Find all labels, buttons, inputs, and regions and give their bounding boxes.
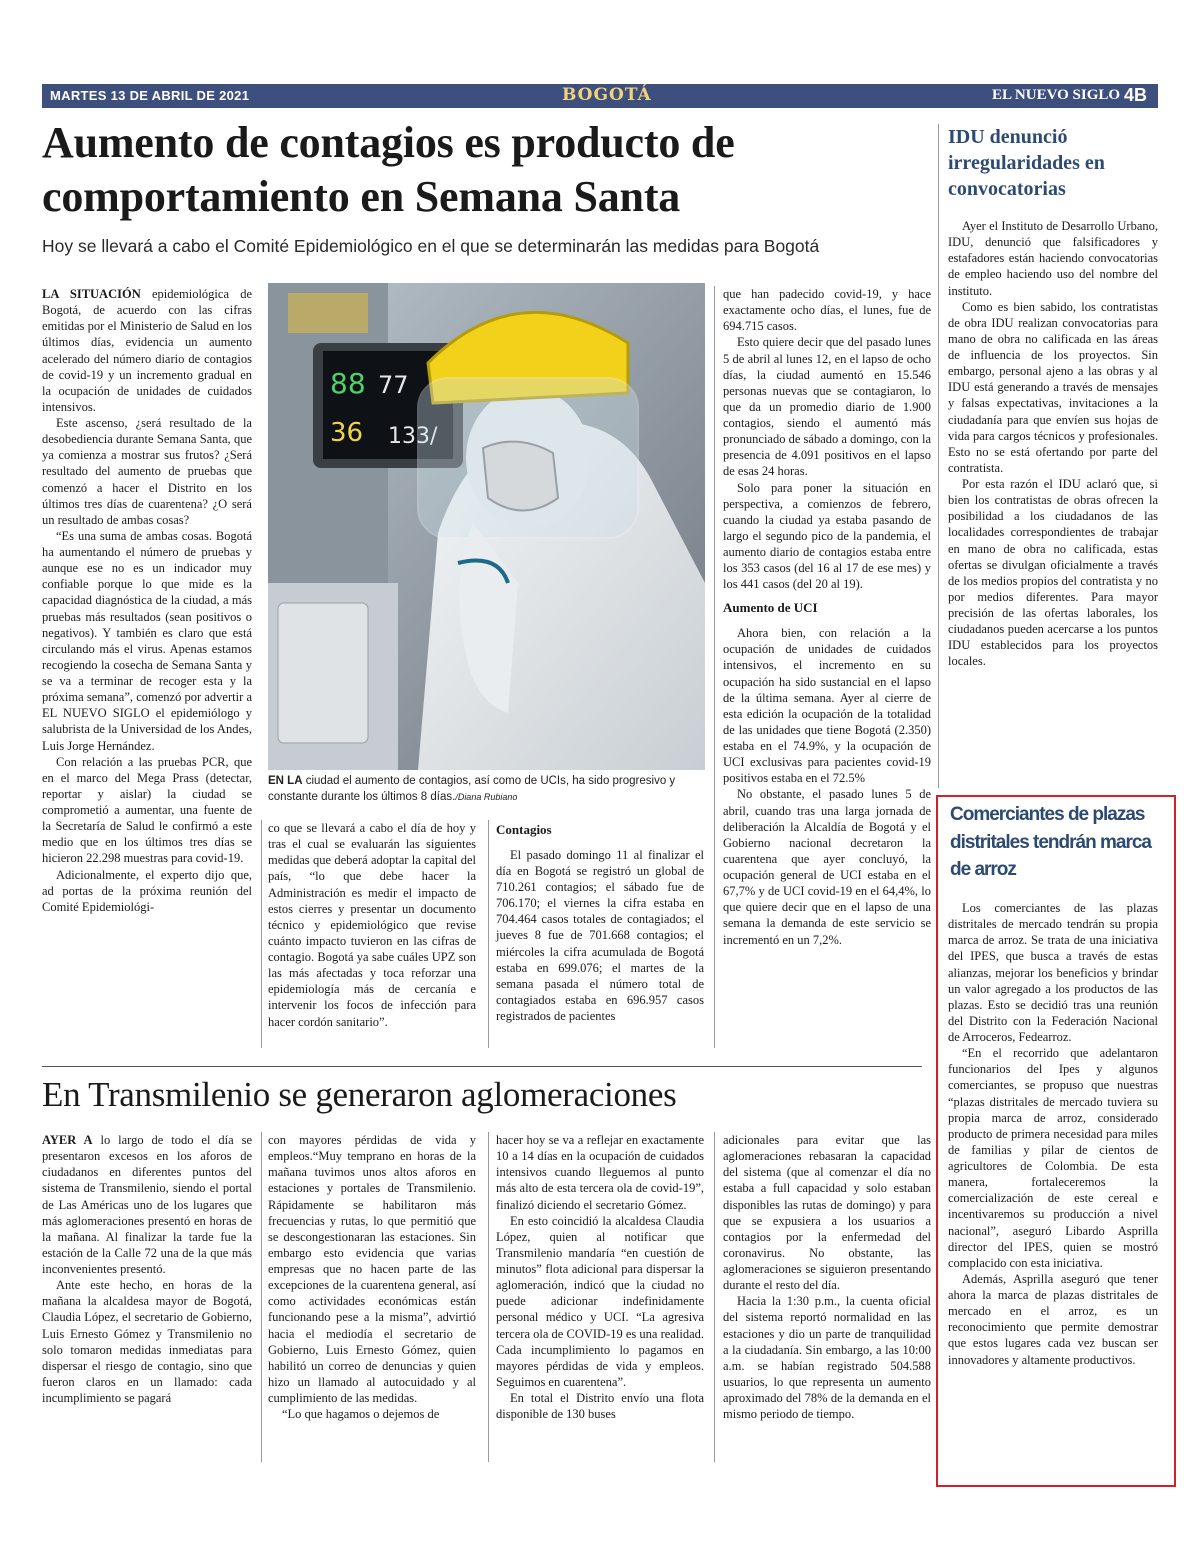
- monitor-reading-4: 133/: [388, 424, 438, 449]
- article-paragraph: Este ascenso, ¿será resultado de la desobediencia durante Semana Santa, que ya comienza a mostrar sus frutos? ¿Será resultado del aumento de pruebas que comenzó a hacer el Distrito en los últimos tres días de cuarentena? ¿O será un resultado de ambas cosas?: [42, 416, 252, 527]
- article-paragraph: No obstante, el pasado lunes 5 de abril, cuando tras una larga jornada de deliberación la Alcaldía de Bogotá y el Gobierno nacional decretaron la cuarentena que ayer concluyó, la ocupación general de UCI estaba en el 67,7% y de UCI covid-19 en el 64,4%, lo que quiere decir que en el lapso de una semana la demanda de este servicio se incrementó en un 7,2%.: [723, 787, 931, 947]
- article-paragraph: Por esta razón el IDU aclaró que, si bien los contratistas de obras ofrecen la posibilidad a los ciudadanos de las localidades correspondientes de trabajar en mano de obra no calificada, estas ofertas se divulgan oficialmente a través de los medios propios del contratista y no por medios diferentes. Para mayor precisión de las ofertas laborales, los ciudadanos pueden acercarse a los puntos IDU establecidos para los proyectos locales.: [948, 477, 1158, 669]
- column-rule: [261, 820, 262, 1048]
- article-paragraph: hacer hoy se va a reflejar en exactamente 10 a 14 días en la ocupación de cuidados intensivos cuando lleguemos al punto más alto de esta tercera ola de covid-19”, finalizó diciendo el secretario Gómez.: [496, 1133, 704, 1212]
- main-article-col-4: [723, 286, 931, 948]
- article-paragraph: El pasado domingo 11 al finalizar el día en Bogotá se registró un global de 710.261 contagios; el sábado fue de 706.170; el viernes la cifra estaba en 704.464 casos totales de contagiados; el jueves 8 fue de 701.668 contagios; el miércoles la cifra acumulada de Bogotá estaba en 699.076; el martes de la semana pasada el número total de contagiados estaba en 696.957 casos registrados de pacientes: [496, 847, 704, 1024]
- article-paragraph: Como es bien sabido, los contratistas de obra IDU realizan convocatorias para mano de obra no calificada en las áreas de influencia de los proyectos. Sin embargo, personal ajeno a las obras y al IDU está generando a través de mensajes y falsas expectativas, invitaciones a la ciudadanía para que envíen sus hojas de vida para cargos técnicos y profesionales. Esto no se está ofertando por parte del contratista.: [948, 299, 1158, 475]
- article-paragraph: En esto coincidió la alcaldesa Claudia López, quien al notificar que Transmilenio mandaría “en cuestión de minutos” flota adicional para dispersar la aglomeración, indicó que la ciudad no puede adicionar indefinidamente personal médico y UCI. “La agresiva tercera ola de COVID-19 es una realidad. Cada incumplimiento lo pagamos en mayores pérdidas de vida y empleos. Seguimos en cuarentena”.: [496, 1213, 704, 1389]
- article-paragraph: con mayores pérdidas de vida y empleos.“Muy temprano en horas de la mañana tuvimos unos altos aforos en estaciones y portales de Transmilenio. Rápidamente se habilitaron más frecuencias y rutas, lo que permitió que se descongestionaran las estaciones. Sin embargo esto evidencia que varias empresas que no hacen parte de las excepciones de la cuarentena general, así como actividades económicas están funcionando pese a la misma”, advirtió hacia el mediodía el secretario de Gobierno, Luis Ernesto Gómez, quien habilitó un correo de denuncias y quien hizo un llamado al autocuidado y al cumplimiento de las medidas.: [268, 1133, 476, 1405]
- column-rule: [488, 820, 489, 1048]
- column-rule: [488, 1132, 489, 1462]
- article-paragraph: Ante este hecho, en horas de la mañana la alcaldesa mayor de Bogotá, Claudia López, el secretario de Gobierno, Luis Ernesto Gómez y Transmilenio no solo tomaron medidas inmediatas para dispersar el riesgo de contagio, sino que fueron claros en un llamado: cada incumplimiento se pagará: [42, 1278, 252, 1405]
- section-heading-contagios: Contagios: [496, 822, 552, 837]
- article-paragraph: Además, Asprilla aseguró que tener ahora la marca de plazas distritales de mercado en el arroz, es un reconocimiento que permite demostrar que estos lugares cada vez buscan ser innovadores y altamente productivos.: [948, 1271, 1158, 1367]
- monitor-reading-1: 88: [330, 367, 366, 400]
- photo-illustration: [268, 283, 705, 770]
- article-paragraph: LA SITUACIÓN epidemiológica de Bogotá, de acuerdo con las cifras emitidas por el Ministerio de Salud en los últimos días, evidencia un aumento acelerado del número diario de contagios de covid-19 y un incremento gradual en la ocupación de unidades de cuidados intensivos.: [42, 287, 252, 414]
- article-paragraph: Ayer el Instituto de Desarrollo Urbano, IDU, denunció que falsificadores y estafadores están haciendo convocatorias de empleo haciendo uso del nombre del instituto.: [948, 219, 1158, 298]
- transmilenio-col-4: [723, 1132, 931, 1422]
- transmilenio-col-3: [496, 1132, 704, 1422]
- sidebar-idu-body: [948, 218, 1158, 670]
- sidebar-arroz-title: Comerciantes de plazas distritales tendrán marca de arroz: [950, 804, 1151, 881]
- article-paragraph: adicionales para evitar que las aglomeraciones rebasaran la capacidad del sistema (que al comenzar el día no estaba a full capacidad y solo estaban disponibles las rutas de domingo) y para que se expusiera a los usuarios a contagios por la enfermedad del coronavirus. No obstante, las aglomeraciones se siguieron presentando durante el resto del día.: [723, 1133, 931, 1293]
- section-divider: [42, 1066, 922, 1067]
- caption-text: ciudad el aumento de contagios, así como de UCIs, ha sido progresivo y constante durante los últimos 8 días.: [268, 775, 676, 803]
- transmilenio-col-1: [42, 1132, 252, 1406]
- sidebar-idu-title: IDU denunció irregularidades en convocatorias: [948, 126, 1105, 200]
- article-paragraph: Adicionalmente, el experto dijo que, ad portas de la próxima reunión del Comité Epidemiológi-: [42, 867, 252, 914]
- main-article-col-3: [496, 814, 704, 1024]
- article-paragraph: “Lo que hagamos o dejemos de: [282, 1407, 440, 1422]
- article-paragraph: Esto quiere decir que del pasado lunes 5 de abril al lunes 12, en el lapso de ocho días, la ciudad aumentó en 15.546 personas nuevas que se contagiaron, lo que da un promedio diario de 1.900 contagios, siendo el aumentó más pronunciado de sábado a domingo, con la presencia de 4.091 positivos en el lapso de esas 24 horas.: [723, 335, 931, 479]
- article-paragraph: AYER A lo largo de todo el día se presentaron excesos en los aforos de ciudadanos en diferentes puntos del sistema de Transmilenio, siendo el portal de Las Américas uno de los lugares que más aglomeraciones presentó en horas de la mañana. Al finalizar la tarde fue la estación de la Calle 72 una de la que más inconvenientes presentó.: [42, 1133, 253, 1276]
- issue-date: MARTES 13 DE ABRIL DE 2021: [50, 88, 250, 103]
- main-article-col-1: [42, 286, 252, 915]
- article-paragraph: Hacia la 1:30 p.m., la cuenta oficial del sistema reportó normalidad en las estaciones y dio un parte de tranquilidad a la ciudadanía. Sin embargo, a las 10:00 a.m. se habían registrado 504.588 usuarios, lo que representa un aumento aproximado del 78% de la demanda en el mismo periodo de tiempo.: [723, 1294, 931, 1422]
- monitor-reading-3: 36: [330, 418, 364, 448]
- photo-credit: /Diana Rubiano: [455, 791, 518, 802]
- article-paragraph: co que se llevará a cabo el día de hoy y tras el cual se evaluarán las siguientes medidas que deberá adoptar la capital del país, “lo que debe hacer la Administración es medir el impacto de estos cierres y presentar un documento técnico y epidemiológico que revise cuánto impacto tuvieron en las cifras de contagio. Bogotá ya sabe cuáles UPZ son las más afectadas y toca reforzar una epidemiología más de cercanía e intervenir los focos de infección para hacer cordón sanitario”.: [268, 821, 476, 1029]
- main-headline: Aumento de contagios es producto de comportamiento en Semana Santa: [42, 118, 735, 221]
- monitor-reading-2: 77: [378, 371, 409, 399]
- column-rule: [938, 124, 939, 788]
- newspaper-name: EL NUEVO SIGLO: [992, 87, 1121, 103]
- article-paragraph: “En el recorrido que adelantaron funcionarios del Ipes y algunos comerciantes, se propuso que nuestras “plazas distritales de mercado tuviera su propia marca de arroz, considerado producto de primera necesidad para miles de familias y pilar de cientos de agricultores de Colombia. De esta manera, fortaleceremos la comercialización de este cereal e incentivaremos su producción a nivel nacional”, aseguró Libardo Asprilla director del IPES, quien se mostró complacido con esta iniciativa.: [948, 1046, 1158, 1270]
- lead-word: AYER A: [42, 1133, 93, 1147]
- article-paragraph: “Es una suma de ambas cosas. Bogotá ha aumentando el número de pruebas y aunque ese no es un indicador muy confiable porque lo que mide es la capacidad diagnóstica de la ciudad, a más pruebas más resultados (sean positivos o negativos). Y también es claro que está circulando más el virus. Apenas estamos recogiendo la cosecha de Semana Santa y se va a terminar de recoger esta y la próxima semana”, comenzó por advertir a EL NUEVO SIGLO el epidemiólogo y salubrista de la Universidad de los Andes, Luis Jorge Hernández.: [42, 528, 252, 753]
- article-paragraph: Los comerciantes de las plazas distritales de mercado tendrán su propia marca de arroz. Se trata de una iniciativa del IPES, que busca a través de estas alianzas, mejorar los beneficios y brindar un valor agregado a los productos de las plazas. Esto se decidió tras una reunión del Distrito con la Federación Nacional de Arroceros, Fedearroz.: [948, 901, 1158, 1044]
- main-article-col-2: [268, 820, 476, 1030]
- page-header-bar: [42, 84, 1158, 108]
- caption-lead: EN LA: [268, 775, 303, 787]
- transmilenio-col-2: [268, 1132, 476, 1422]
- article-paragraph: Solo para poner la situación en perspectiva, a comienzos de febrero, cuando la ciudad ya estaba pasando de largo el segundo pico de la pandemia, el aumento diario de contagios estaba entre los 353 casos (del 16 al 17 de ese mes) y los 441 casos (del 20 al 19).: [723, 480, 931, 592]
- photo-icu-worker: [268, 283, 705, 770]
- main-subtitle: Hoy se llevará a cabo el Comité Epidemiológico en el que se determinarán las medidas para Bogotá: [42, 236, 820, 256]
- section-name: BOGOTÁ: [562, 85, 652, 105]
- article-paragraph: Ahora bien, con relación a la ocupación de unidades de cuidados intensivos, el incremento en su ocupación ha sido sustancial en el lapso de la última semana. Ayer al cierre de esta edición la ocupación de la totalidad de las unidades que tiene Bogotá (2.350) estaba en el 74.9%, y la ocupación de UCI exclusivas para pacientes covid-19 positivos estaba en el 72.5%: [723, 626, 931, 786]
- photo-caption: [268, 774, 705, 805]
- lead-word: LA SITUACIÓN: [42, 287, 141, 301]
- article-paragraph: Con relación a las pruebas PCR, que en el marco del Mega Prass (detectar, reportar y aislar) la ciudad se comprometió a aumentar, una fuente de la Secretaría de Salud le confirmó a este medio que en los últimos tres días se hicieron 22.298 muestras para covid-19.: [42, 754, 252, 866]
- article-paragraph: que han padecido covid-19, y hace exactamente ocho días, el lunes, fue de 694.715 casos.: [723, 287, 931, 334]
- page-number: 4B: [1124, 85, 1148, 105]
- transmilenio-headline: En Transmilenio se generaron aglomeraciones: [42, 1075, 677, 1114]
- article-paragraph: En total el Distrito envío una flota disponible de 130 buses: [496, 1391, 704, 1422]
- column-rule: [261, 1132, 262, 1462]
- section-heading-uci: Aumento de UCI: [723, 600, 818, 616]
- column-rule: [714, 286, 715, 1048]
- column-rule: [714, 1132, 715, 1462]
- sidebar-arroz-body: [948, 900, 1158, 1368]
